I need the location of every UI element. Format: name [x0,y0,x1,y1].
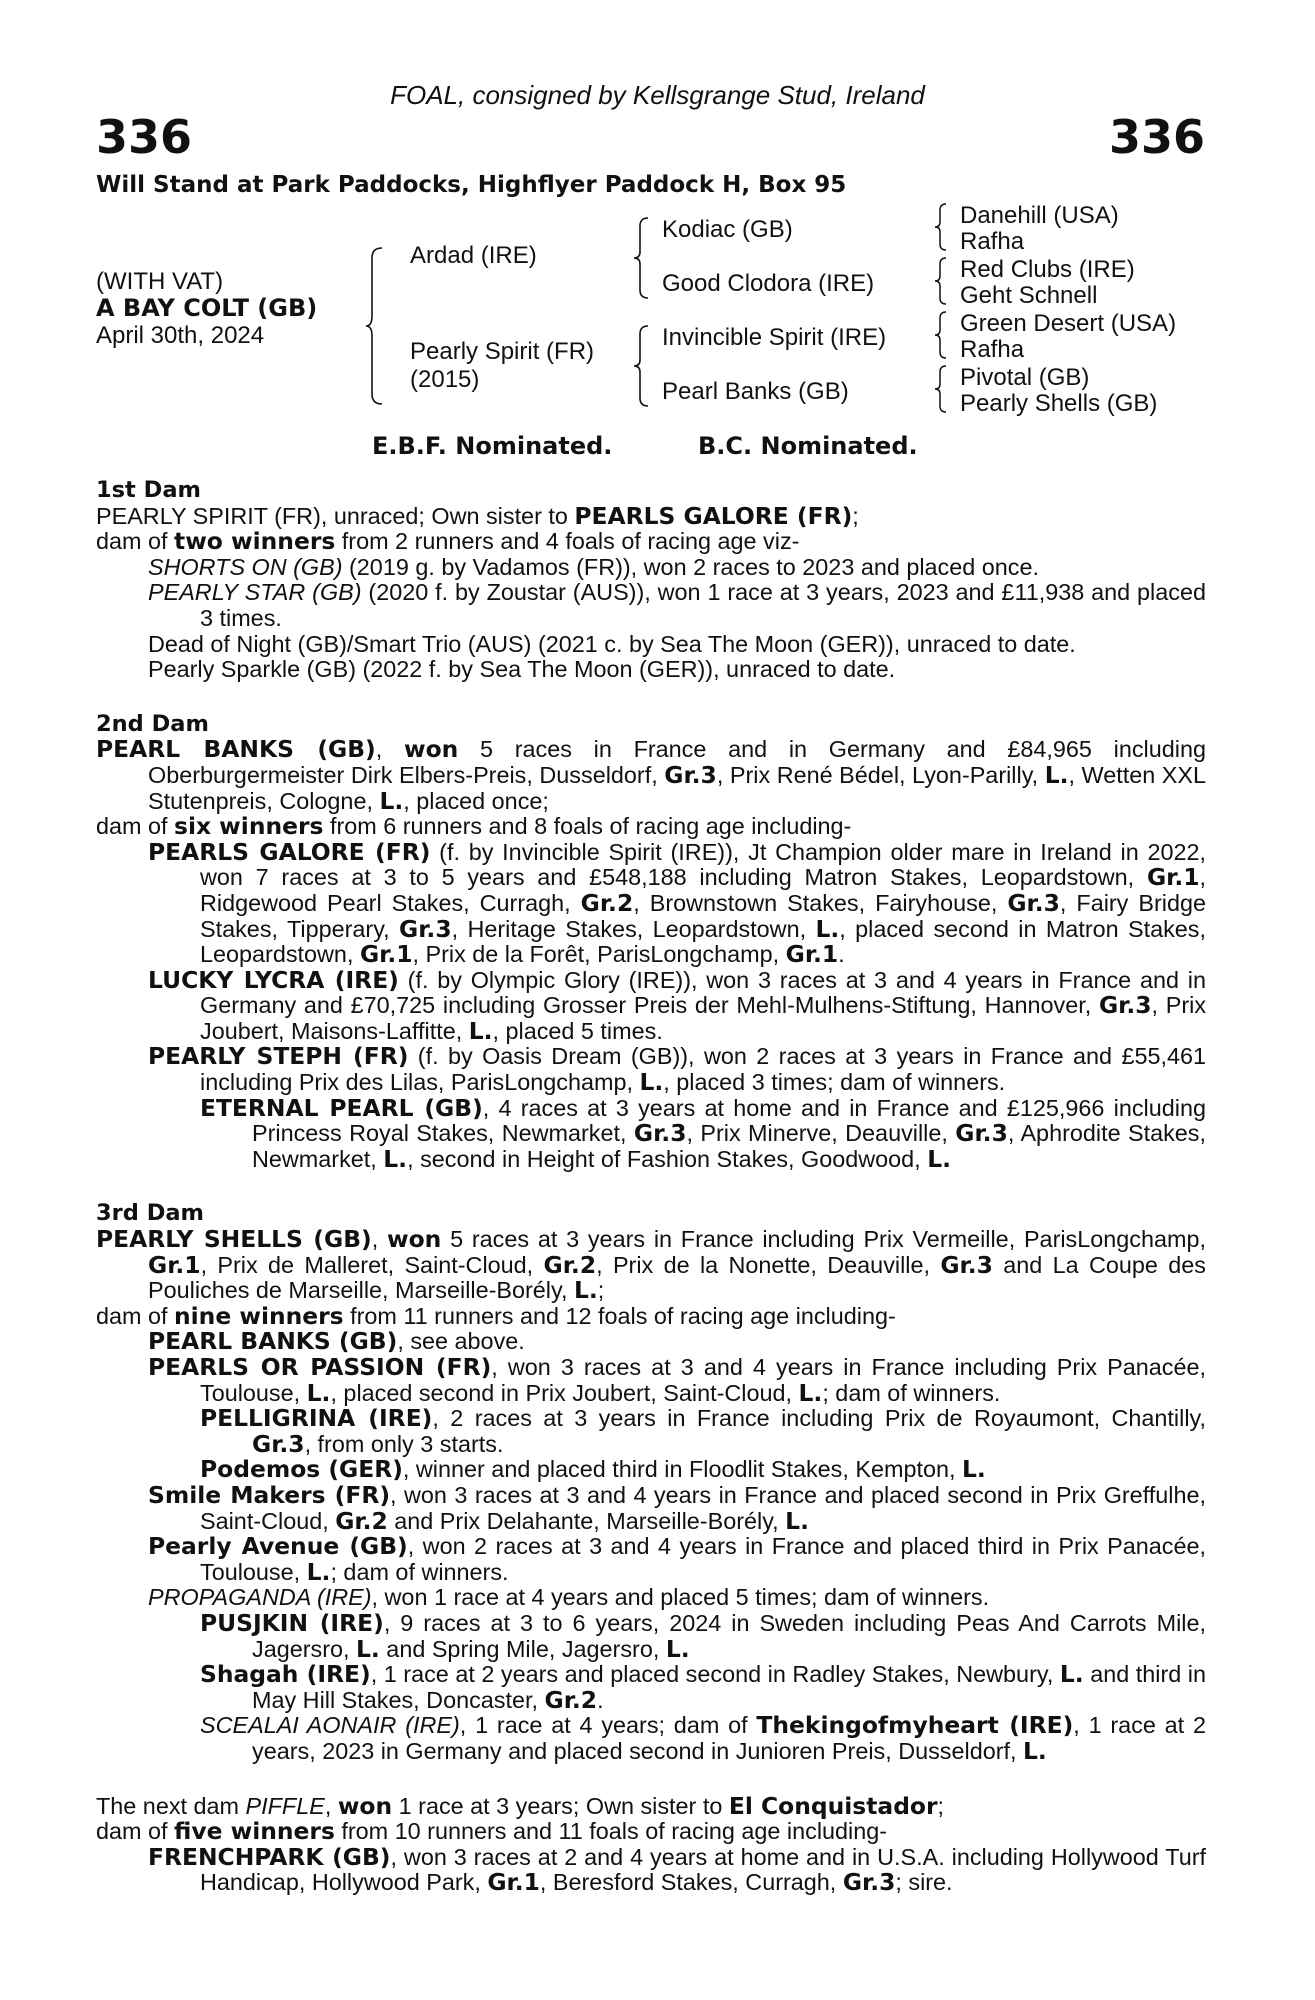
first-dam-intro: PEARLY SPIRIT (FR), unraced; Own sister to PEARLS GALORE (FR); [96,501,859,530]
pedigree-dam-dam: Pearl Banks (GB) [662,378,849,405]
stand-location: Will Stand at Park Paddocks, Highflyer Paddock H, Box 95 [96,172,847,198]
third-dam-grand-offspring-2: Podemos (GER), winner and placed third in Floodlit Stakes, Kempton, L. [200,1455,986,1484]
first-dam-offspring-1: SHORTS ON (GB) (2019 g. by Vadamos (FR)), won 2 races to 2023 and placed once. [148,553,1039,580]
pedigree-brace-g4 [932,364,950,414]
third-dam-produce-summary: dam of nine winners from 11 runners and 12 foals of racing age including- [96,1301,896,1330]
third-dam-offspring-1: PEARL BANKS (GB), see above. [148,1327,525,1356]
pedigree-dam-year: (2015) [410,366,480,393]
pedigree-g4: Geht Schnell [960,282,1098,309]
next-dam-record: The next dam PIFFLE, won 1 race at 3 years; Own sister to El Conquistador; [96,1791,945,1820]
pedigree-brace-sire [632,216,652,300]
pedigree-brace-g3 [932,310,950,360]
pedigree-brace-g2 [932,256,950,306]
pedigree-sire-sire: Kodiac (GB) [662,216,793,243]
catalogue-body [96,478,1206,1896]
second-dam-record: PEARL BANKS (GB), won 5 races in France and in Germany and £84,965 including Oberburgermeister Dirk Elbers-Preis, Dusseldorf, Gr.3, Prix René Bédel, Lyon-Parilly, L., Wetten XXL Stutenpreis, Cologne, L., placed once; [96,735,1206,815]
third-dam-grand-offspring-1: PELLIGRINA (IRE), 2 races at 3 years in France including Prix de Royaumont, Chantilly, Gr.3, from only 3 starts. [200,1404,1206,1458]
horse-name: A BAY COLT (GB) [96,294,318,322]
first-dam-heading: 1st Dam [96,477,201,503]
third-dam-offspring-5: PROPAGANDA (IRE), won 1 race at 4 years and placed 5 times; dam of winners. [148,1584,990,1611]
pedigree-brace-main [364,246,386,406]
third-dam-heading: 3rd Dam [96,1200,204,1227]
next-dam-produce-summary: dam of five winners from 10 runners and 11 foals of racing age including- [96,1817,888,1846]
third-dam-record: PEARLY SHELLS (GB), won 5 races at 3 years in France including Prix Vermeille, ParisLongchamp, Gr.1, Prix de Malleret, Saint-Cloud, Gr.2, Prix de la Nonette, Deauville, Gr.3 and La Coupe des Pouliches de Marseille, Marseille-Borély, L.; [96,1225,1206,1305]
pedigree-sire: Ardad (IRE) [410,242,537,269]
third-dam-offspring-4: Pearly Avenue (GB), won 2 races at 3 and 4 years in France and placed third in Prix Panacée, Toulouse, L.; dam of winners. [148,1532,1206,1586]
consignment-line: FOAL, consigned by Kellsgrange Stud, Ireland [390,80,925,110]
pedigree-g8: Pearly Shells (GB) [960,390,1158,417]
second-dam-heading: 2nd Dam [96,710,209,737]
second-dam-offspring-3: PEARLY STEPH (FR) (f. by Oasis Dream (GB)), won 2 races at 3 years in France and £55,461 including Prix des Lilas, ParisLongchamp, L., placed 3 times; dam of winners. [148,1042,1206,1097]
lot-number-right: 336 [1108,110,1205,164]
third-dam-grand-offspring-3: PUSJKIN (IRE), 9 races at 3 to 6 years, 2024 in Sweden including Peas And Carrots Mile, Jagersro, L. and Spring Mile, Jagersro, L. [200,1608,1206,1663]
first-dam-offspring-2: PEARLY STAR (GB) (2020 f. by Zoustar (AUS)), won 1 race at 3 years, 2023 and £11,938 and placed 3 times. [148,579,1206,631]
third-dam-offspring-2: PEARLS OR PASSION (FR), won 3 races at 3 and 4 years in France including Prix Panacée, Toulouse, L., placed second in Prix Joubert, Saint-Cloud, L.; dam of winners. [148,1353,1206,1407]
next-dam-offspring-1: FRENCHPARK (GB), won 3 races at 2 and 4 years at home and in U.S.A. including Hollywood Turf Handicap, Hollywood Park, Gr.1, Beresford Stakes, Curragh, Gr.3; sire. [148,1842,1206,1897]
foaling-date: April 30th, 2024 [96,322,265,349]
third-dam-grand-offspring-5: SCEALAI AONAIR (IRE), 1 race at 4 years; dam of Thekingofmyheart (IRE), 1 race at 2 years, 2023 in Germany and placed second in Junioren Preis, Dusseldorf, L. [200,1711,1206,1765]
pedigree-g2: Rafha [960,228,1025,255]
second-dam-offspring-1: PEARLS GALORE (FR) (f. by Invincible Spirit (IRE)), Jt Champion older mare in Ireland in 2022, won 7 races at 3 to 5 years and £548,188 including Matron Stakes, Leopardstown, Gr.1, Ridgewood Pearl Stakes, Curragh, Gr.2, Brownstown Stakes, Fairyhouse, Gr.3, Fairy Bridge Stakes, Tipperary, Gr.3, Heritage Stakes, Leopardstown, L., placed second in Matron Stakes, Leopardstown, Gr.1, Prix de la Forêt, ParisLongchamp, Gr.1. [148,837,1207,969]
pedigree-brace-g1 [932,202,950,252]
pedigree-g5: Green Desert (USA) [960,310,1177,337]
pedigree-g3: Red Clubs (IRE) [960,256,1135,283]
third-dam-grand-offspring-4: Shagah (IRE), 1 race at 2 years and placed second in Radley Stakes, Newbury, L. and third in May Hill Stakes, Doncaster, Gr.2. [200,1660,1206,1714]
pedigree-brace-dam [632,324,652,408]
ebf-nominated: E.B.F. Nominated. [372,432,613,460]
pedigree-g1: Danehill (USA) [960,202,1119,229]
third-dam-offspring-3: Smile Makers (FR), won 3 races at 3 and 4 years in France and placed second in Prix Greffulhe, Saint-Cloud, Gr.2 and Prix Delahante, Marseille-Borély, L. [148,1480,1206,1535]
lot-number-left: 336 [96,110,193,164]
first-dam-offspring-4: Pearly Sparkle (GB) (2022 f. by Sea The Moon (GER)), unraced to date. [148,656,896,683]
pedigree-sire-dam: Good Clodora (IRE) [662,270,875,297]
pedigree-g7: Pivotal (GB) [960,364,1090,391]
second-dam-grand-offspring-1: ETERNAL PEARL (GB), 4 races at 3 years at home and in France and £125,966 including Princess Royal Stakes, Newmarket, Gr.3, Prix Minerve, Deauville, Gr.3, Aphrodite Stakes, Newmarket, L., second in Height of Fashion Stakes, Goodwood, L. [200,1093,1206,1173]
pedigree-dam: Pearly Spirit (FR) [410,338,595,365]
pedigree-dam-sire: Invincible Spirit (IRE) [662,324,887,351]
first-dam-produce-summary: dam of two winners from 2 runners and 4 foals of racing age viz- [96,527,800,556]
second-dam-offspring-2: LUCKY LYCRA (IRE) (f. by Olympic Glory (IRE)), won 3 races at 3 and 4 years in France and in Germany and £70,725 including Grosser Preis der Mehl-Mulhens-Stiftung, Hannover, Gr.3, Prix Joubert, Maisons-Laffitte, L., placed 5 times. [148,965,1207,1045]
bc-nominated: B.C. Nominated. [698,432,918,460]
second-dam-produce-summary: dam of six winners from 6 runners and 8 foals of racing age including- [96,812,852,841]
first-dam-offspring-3: Dead of Night (GB)/Smart Trio (AUS) (2021 c. by Sea The Moon (GER)), unraced to date. [148,630,1076,657]
pedigree-g6: Rafha [960,336,1025,363]
vat-note: (WITH VAT) [96,268,224,295]
